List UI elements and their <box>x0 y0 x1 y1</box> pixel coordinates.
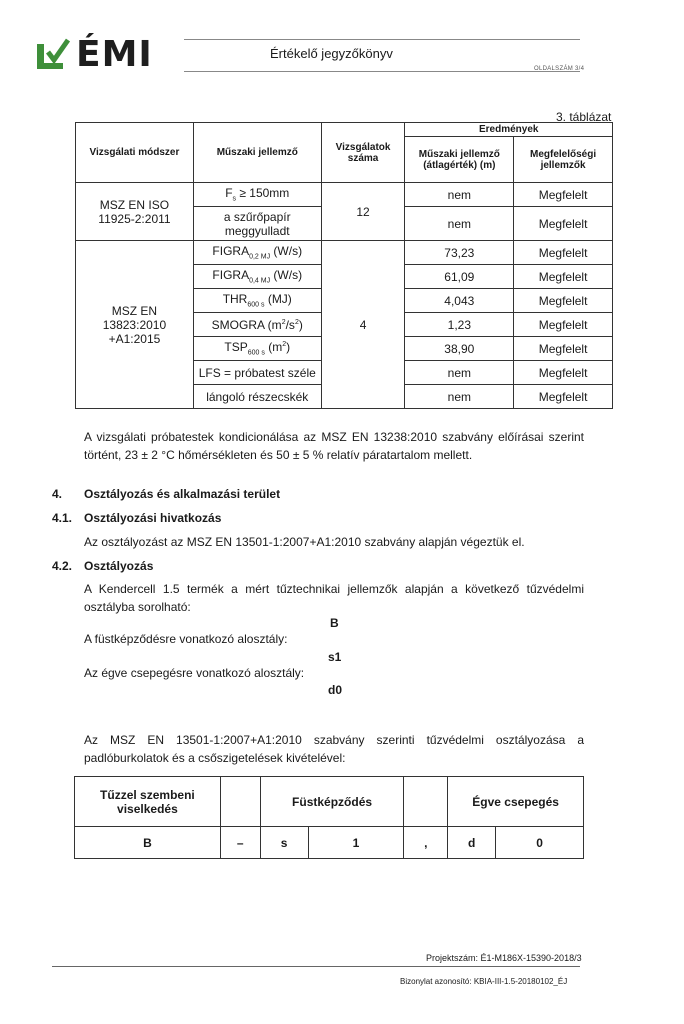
header-gap <box>220 777 260 827</box>
header-rule-bottom <box>184 71 580 72</box>
value-cell: 38,90 <box>405 337 514 361</box>
result-cell: Megfelelt <box>514 207 613 241</box>
result-cell: Megfelelt <box>514 289 613 313</box>
section-42-title: Osztályozás <box>84 559 154 573</box>
conditioning-note: A vizsgálati próbatestek kondicionálása az MSZ EN 13238:2010 szabvány előírásai szerint történt, 23 ± 2 °C hőmérsékleten és 50 ± 5 % relatív páratartalom mellett. <box>84 430 584 462</box>
property-cell: LFS = próbatest széle <box>193 361 321 385</box>
footer-rule <box>52 966 580 967</box>
property-cell: $TSP_{600 s}$ $(m^2)$ <box>193 337 321 361</box>
property-cell: $F_s \ge 150mm$ <box>193 183 321 207</box>
class-cell: B <box>75 827 221 859</box>
summary-text: Az MSZ EN 13501-1:2007+A1:2010 szabvány szerinti tűzvédelmi osztályozása a padlóburkolatok és a csőszigetelések kivételével: <box>84 733 584 765</box>
value-cell: 61,09 <box>405 265 514 289</box>
header-avg: Műszaki jellemző (átlagérték) (m) <box>405 137 514 183</box>
header-results: Eredmények <box>405 123 613 137</box>
class-cell: d <box>448 827 496 859</box>
drops-value: d0 <box>328 683 343 697</box>
section-41-number: 4.1. <box>52 511 73 525</box>
table-caption: 3. táblázat <box>556 110 612 124</box>
property-cell: $FIGRA_{0,2 MJ}$ (W/s) <box>193 241 321 265</box>
section-41-title: Osztályozási hivatkozás <box>84 511 222 525</box>
class-cell: 1 <box>308 827 404 859</box>
section-4-number: 4. <box>52 487 63 501</box>
property-cell: $THR_{600 s}$ (MJ) <box>193 289 321 313</box>
header-fire-behaviour: Tűzzel szembeni viselkedés <box>75 777 221 827</box>
certificate-id: Bizonylat azonosító: KBIA-III-1.5-20180102_ÉJ <box>400 977 568 986</box>
table-row <box>76 183 613 207</box>
method-cell: MSZ EN ISO 11925-2:2011 <box>76 183 194 241</box>
value-cell: 4,043 <box>405 289 514 313</box>
header-method: Vizsgálati módszer <box>76 123 194 183</box>
result-cell: Megfelelt <box>514 337 613 361</box>
value-cell: nem <box>405 207 514 241</box>
property-cell: a szűrőpapír meggyulladt <box>193 207 321 241</box>
header-gap <box>404 777 448 827</box>
value-cell: nem <box>405 183 514 207</box>
emi-logo <box>36 36 176 74</box>
method-cell: MSZ EN 13823:2010 +A1:2015 <box>76 241 194 409</box>
smoke-value: s1 <box>328 650 342 664</box>
drops-label: Az égve csepegésre vonatkozó alosztály: <box>84 666 305 680</box>
section-4-title: Osztályozás és alkalmazási terület <box>84 487 281 501</box>
class-cell: , <box>404 827 448 859</box>
result-cell: Megfelelt <box>514 241 613 265</box>
project-number: Projektszám: É1-M186X-15390-2018/3 <box>426 953 582 963</box>
property-cell: SMOGRA $(m^2/s^2)$ <box>193 313 321 337</box>
property-cell: $FIGRA_{0,4 MJ}$ (W/s) <box>193 265 321 289</box>
value-cell: 73,23 <box>405 241 514 265</box>
result-cell: Megfelelt <box>514 313 613 337</box>
result-cell: Megfelelt <box>514 265 613 289</box>
count-cell: 12 <box>321 183 405 241</box>
value-cell: nem <box>405 385 514 409</box>
section-42-text: A Kendercell 1.5 termék a mért tűztechnikai jellemzők alapján a következő tűzvédelmi osztályba sorolható: <box>84 582 584 614</box>
header-drops: Égve csepegés <box>448 777 584 827</box>
property-cell: lángoló részecskék <box>193 385 321 409</box>
value-cell: 1,23 <box>405 313 514 337</box>
count-cell: 4 <box>321 241 405 409</box>
header-conformity: Megfelelőségi jellemzők <box>514 137 613 183</box>
header-rule-top <box>184 39 580 40</box>
class-main: B <box>330 616 339 630</box>
document-title: Értékelő jegyzőkönyv <box>270 46 393 61</box>
smoke-label: A füstképződésre vonatkozó alosztály: <box>84 632 288 646</box>
value-cell: nem <box>405 361 514 385</box>
class-cell: 0 <box>496 827 584 859</box>
section-41-text: Az osztályozást az MSZ EN 13501-1:2007+A1:2010 szabvány alapján végeztük el. <box>84 535 525 549</box>
class-cell: – <box>220 827 260 859</box>
result-cell: Megfelelt <box>514 361 613 385</box>
header-smoke: Füstképződés <box>260 777 404 827</box>
logo-text: ÉMI <box>76 34 153 75</box>
section-42-number: 4.2. <box>52 559 73 573</box>
header-property: Műszaki jellemző <box>193 123 321 183</box>
result-cell: Megfelelt <box>514 385 613 409</box>
page-number: OLDALSZÁM 3/4 <box>534 66 585 72</box>
checkmark-logo-icon <box>36 38 70 72</box>
header-count: Vizsgálatok száma <box>321 123 405 183</box>
result-cell: Megfelelt <box>514 183 613 207</box>
table-row <box>76 241 613 265</box>
class-cell: s <box>260 827 308 859</box>
classification-table <box>74 776 584 859</box>
results-table <box>75 122 613 409</box>
